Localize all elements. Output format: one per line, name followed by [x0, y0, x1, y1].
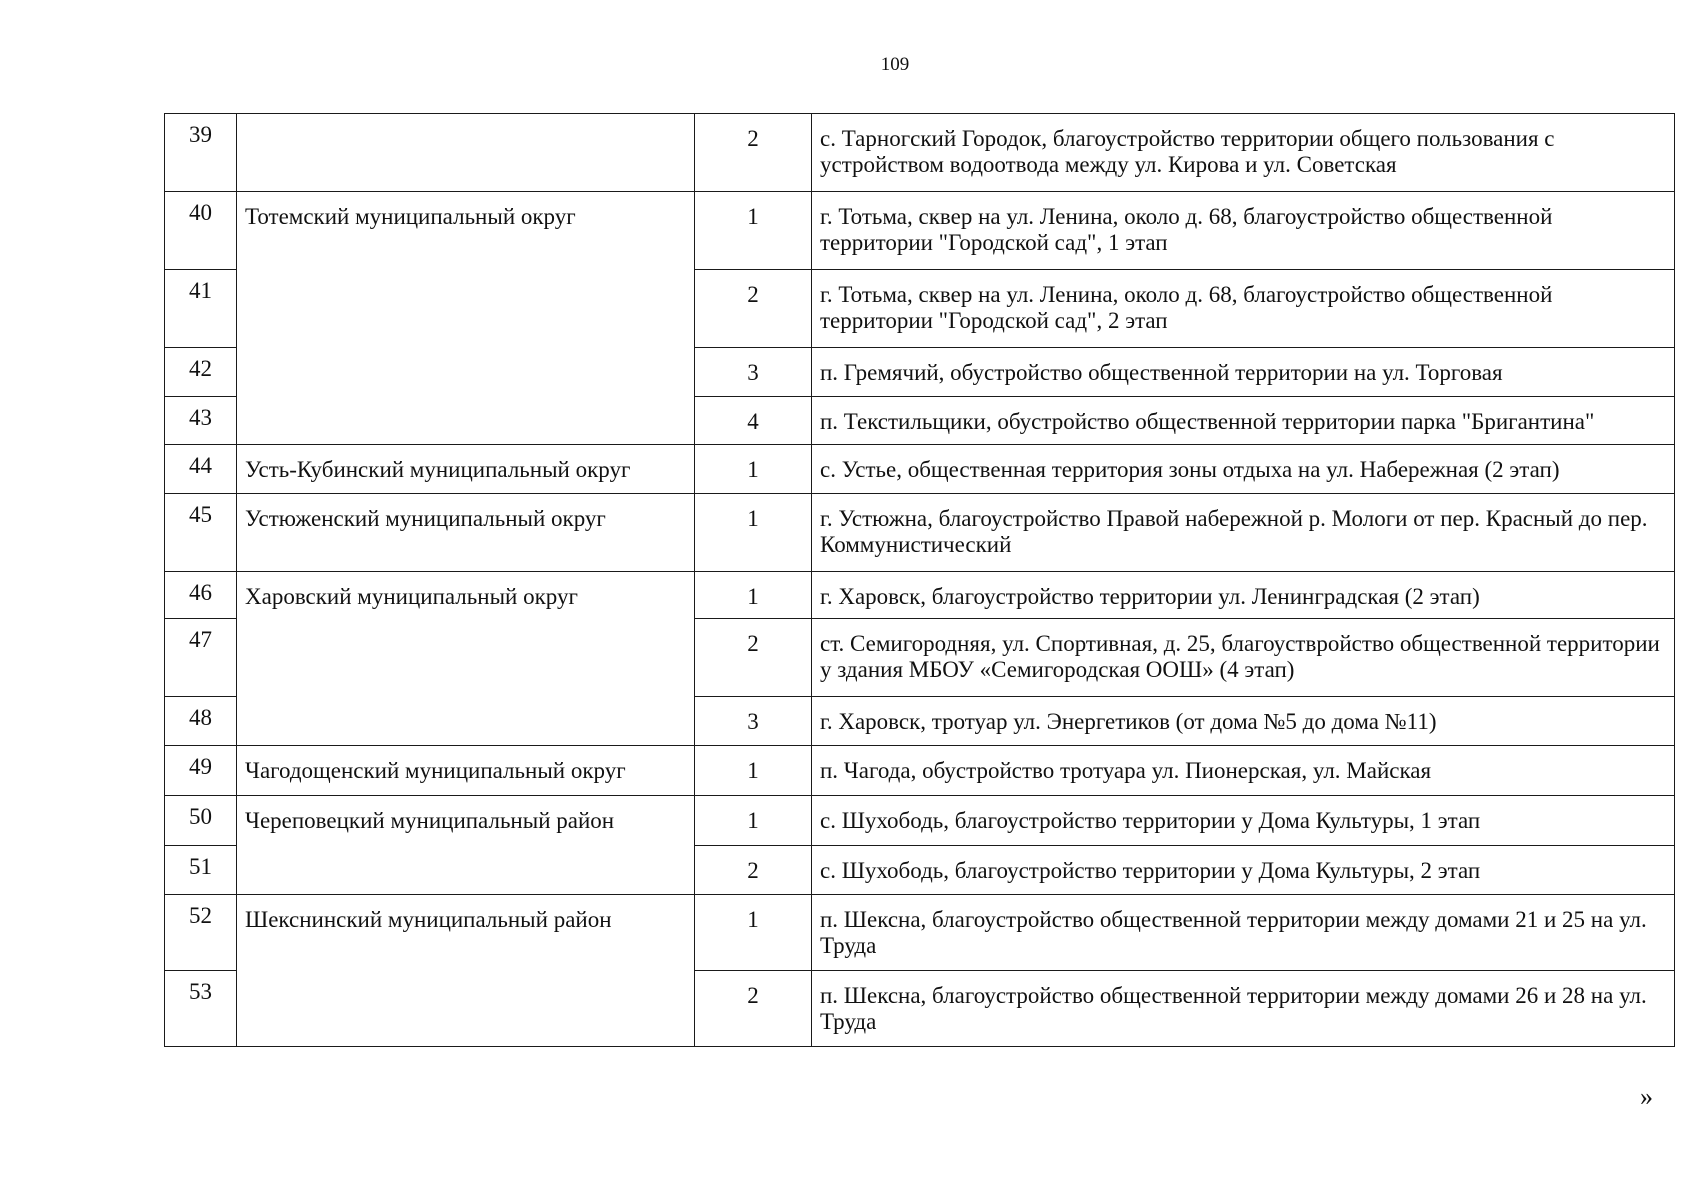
- object-description: с. Устье, общественная территория зоны отдыха на ул. Набережная (2 этап): [812, 445, 1675, 494]
- object-description: г. Харовск, тротуар ул. Энергетиков (от дома №5 до дома №11): [812, 697, 1675, 746]
- order-number: 2: [695, 971, 812, 1047]
- order-number: 2: [695, 270, 812, 348]
- table-row: [165, 746, 1675, 796]
- object-description: п. Шексна, благоустройство общественной территории между домами 21 и 25 на ул. Труда: [812, 895, 1675, 971]
- order-number: 1: [695, 572, 812, 619]
- table-row: [165, 796, 1675, 846]
- order-number: 2: [695, 619, 812, 697]
- row-number: 50: [165, 796, 237, 846]
- municipality-cell: Шекснинский муниципальный район: [237, 895, 695, 1047]
- row-number: 51: [165, 846, 237, 895]
- municipality-cell: Чагодощенский муниципальный округ: [237, 746, 695, 796]
- order-number: 1: [695, 895, 812, 971]
- order-number: 1: [695, 796, 812, 846]
- object-description: п. Гремячий, обустройство общественной территории на ул. Торговая: [812, 348, 1675, 397]
- row-number: 45: [165, 494, 237, 572]
- row-number: 41: [165, 270, 237, 348]
- object-description: с. Шухободь, благоустройство территории у Дома Культуры, 2 этап: [812, 846, 1675, 895]
- municipality-cell: Харовский муниципальный округ: [237, 572, 695, 746]
- row-number: 46: [165, 572, 237, 619]
- table-row: [165, 445, 1675, 494]
- object-description: п. Чагода, обустройство тротуара ул. Пионерская, ул. Майская: [812, 746, 1675, 796]
- order-number: 1: [695, 445, 812, 494]
- row-number: 42: [165, 348, 237, 397]
- order-number: 3: [695, 697, 812, 746]
- order-number: 1: [695, 192, 812, 270]
- municipality-cell: Усть-Кубинский муниципальный округ: [237, 445, 695, 494]
- table-row: [165, 192, 1675, 270]
- order-number: 2: [695, 846, 812, 895]
- page-number: 109: [880, 54, 910, 75]
- municipality-cell: Устюженский муниципальный округ: [237, 494, 695, 572]
- object-description: г. Тотьма, сквер на ул. Ленина, около д. 68, благоустройство общественной территории "Городской сад", 2 этап: [812, 270, 1675, 348]
- object-description: г. Тотьма, сквер на ул. Ленина, около д. 68, благоустройство общественной территории "Городской сад", 1 этап: [812, 192, 1675, 270]
- row-number: 44: [165, 445, 237, 494]
- table-row: [165, 494, 1675, 572]
- row-number: 40: [165, 192, 237, 270]
- table-row: [165, 572, 1675, 619]
- row-number: 52: [165, 895, 237, 971]
- order-number: 3: [695, 348, 812, 397]
- row-number: 39: [165, 114, 237, 192]
- table-row: [165, 895, 1675, 971]
- order-number: 2: [695, 114, 812, 192]
- table-row: [165, 114, 1675, 192]
- order-number: 4: [695, 397, 812, 445]
- closing-quote: »: [1640, 1082, 1653, 1111]
- row-number: 53: [165, 971, 237, 1047]
- object-description: п. Текстильщики, обустройство общественной территории парка "Бригантина": [812, 397, 1675, 445]
- row-number: 43: [165, 397, 237, 445]
- municipality-cell: Тотемский муниципальный округ: [237, 192, 695, 445]
- row-number: 49: [165, 746, 237, 796]
- municipality-cell: [237, 114, 695, 192]
- row-number: 48: [165, 697, 237, 746]
- object-description: п. Шексна, благоустройство общественной территории между домами 26 и 28 на ул. Труда: [812, 971, 1675, 1047]
- object-description: г. Харовск, благоустройство территории ул. Ленинградская (2 этап): [812, 572, 1675, 619]
- order-number: 1: [695, 494, 812, 572]
- object-description: г. Устюжна, благоустройство Правой набережной р. Мологи от пер. Красный до пер. Коммунистический: [812, 494, 1675, 572]
- row-number: 47: [165, 619, 237, 697]
- object-description: с. Шухободь, благоустройство территории у Дома Культуры, 1 этап: [812, 796, 1675, 846]
- object-description: ст. Семигородняя, ул. Спортивная, д. 25, благоуствройство общественной территории у здания МБОУ «Семигородская ООШ» (4 этап): [812, 619, 1675, 697]
- municipality-cell: Череповецкий муниципальный район: [237, 796, 695, 895]
- order-number: 1: [695, 746, 812, 796]
- object-description: с. Тарногский Городок, благоустройство территории общего пользования с устройством водоотвода между ул. Кирова и ул. Советская: [812, 114, 1675, 192]
- projects-table: [164, 113, 1675, 1047]
